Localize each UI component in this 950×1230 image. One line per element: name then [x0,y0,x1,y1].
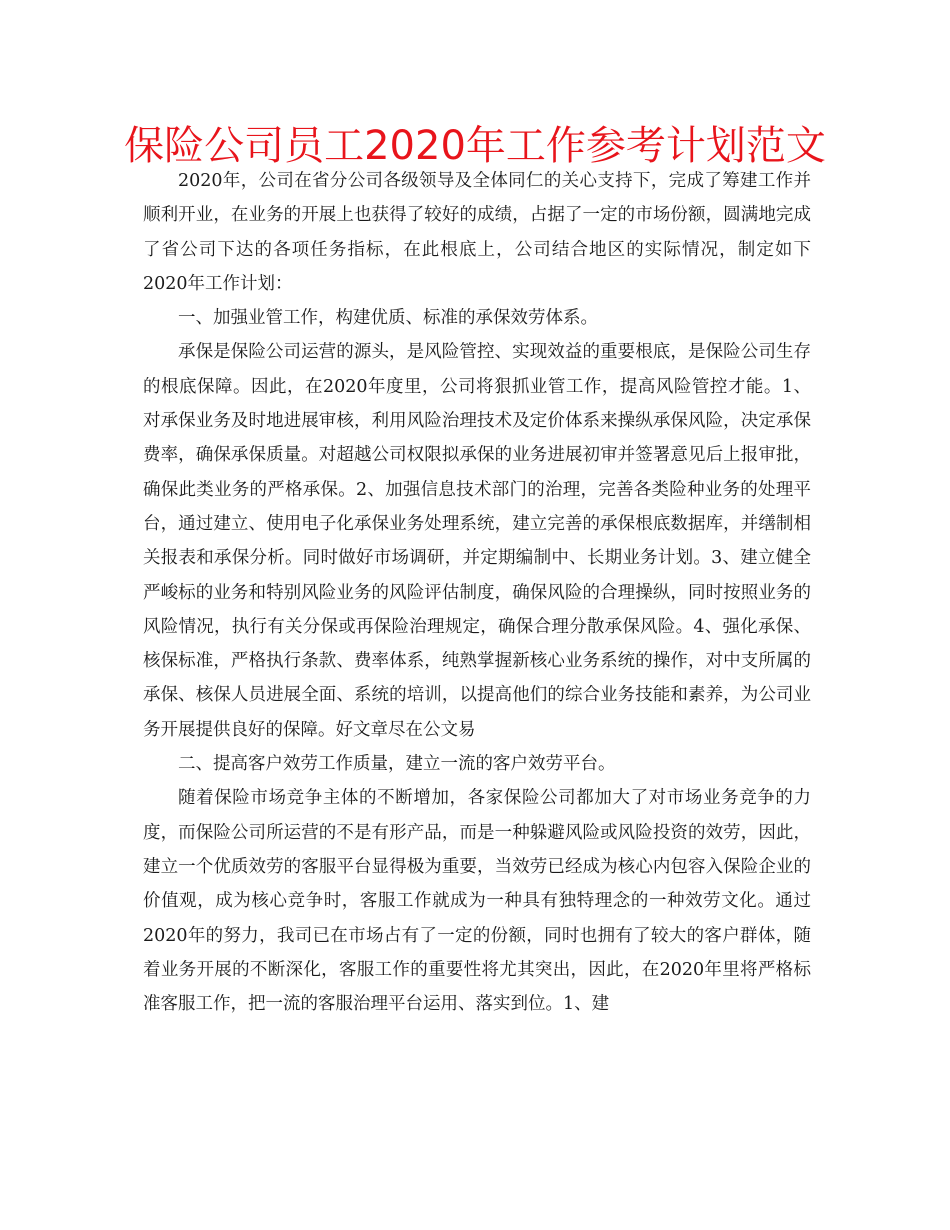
paragraph-underwriting: 承保是保险公司运营的源头，是风险管控、实现效益的重要根底，是保险公司生存的根底保障。因此，在2020年度里，公司将狠抓业管工作，提高风险管控才能。1、对承保业务及时地进展审核，利用风险治理技术及定价体系来操纵承保风险，决定承保费率，确保承保质量。对超越公司权限拟承保的业务进展初审并签署意见后上报审批，确保此类业务的严格承保。2、加强信息技术部门的治理，完善各类险种业务的处理平台，通过建立、使用电子化承保业务处理系统，建立完善的承保根底数据库，并缮制相关报表和承保分析。同时做好市场调研，并定期编制中、长期业务计划。3、建立健全严峻标的业务和特别风险业务的风险评估制度，确保风险的合理操纵，同时按照业务的风险情况，执行有关分保或再保险治理规定，确保合理分散承保风险。4、强化承保、核保标准，严格执行条款、费率体系，纯熟掌握新核心业务系统的操作，对中支所属的承保、核保人员进展全面、系统的培训，以提高他们的综合业务技能和素养，为公司业务开展提供良好的保障。好文章尽在公文易 [143,342,811,740]
paragraph-intro: 2020年，公司在省分公司各级领导及全体同仁的关心支持下，完成了筹建工作并顺利开业，在业务的开展上也获得了较好的成绩，占据了一定的市场份额，圆满地完成了省公司下达的各项任务指标，在此根底上，公司结合地区的实际情况，制定如下2020年工作计划： [143,171,811,294]
document-body [143,164,811,1021]
document-title: 保险公司员工2020年工作参考计划范文 [124,123,826,169]
heading-section-1: 一、加强业管工作，构建优质、标准的承保效劳体系。 [178,308,598,329]
paragraph-customer-service: 随着保险市场竞争主体的不断增加，各家保险公司都加大了对市场业务竞争的力度，而保险公司所运营的不是有形产品，而是一种躲避风险或风险投资的效劳，因此，建立一个优质效劳的客服平台显得极为重要，当效劳已经成为核心内包容入保险企业的价值观，成为核心竞争时，客服工作就成为一种具有独特理念的一种效劳文化。通过2020年的努力，我司已在市场占有了一定的份额，同时也拥有了较大的客户群体，随着业务开展的不断深化，客服工作的重要性将尤其突出，因此，在2020年里将严格标准客服工作，把一流的客服治理平台运用、落实到位。1、建 [143,788,811,1015]
heading-section-2: 二、提高客户效劳工作质量，建立一流的客户效劳平台。 [178,754,616,775]
